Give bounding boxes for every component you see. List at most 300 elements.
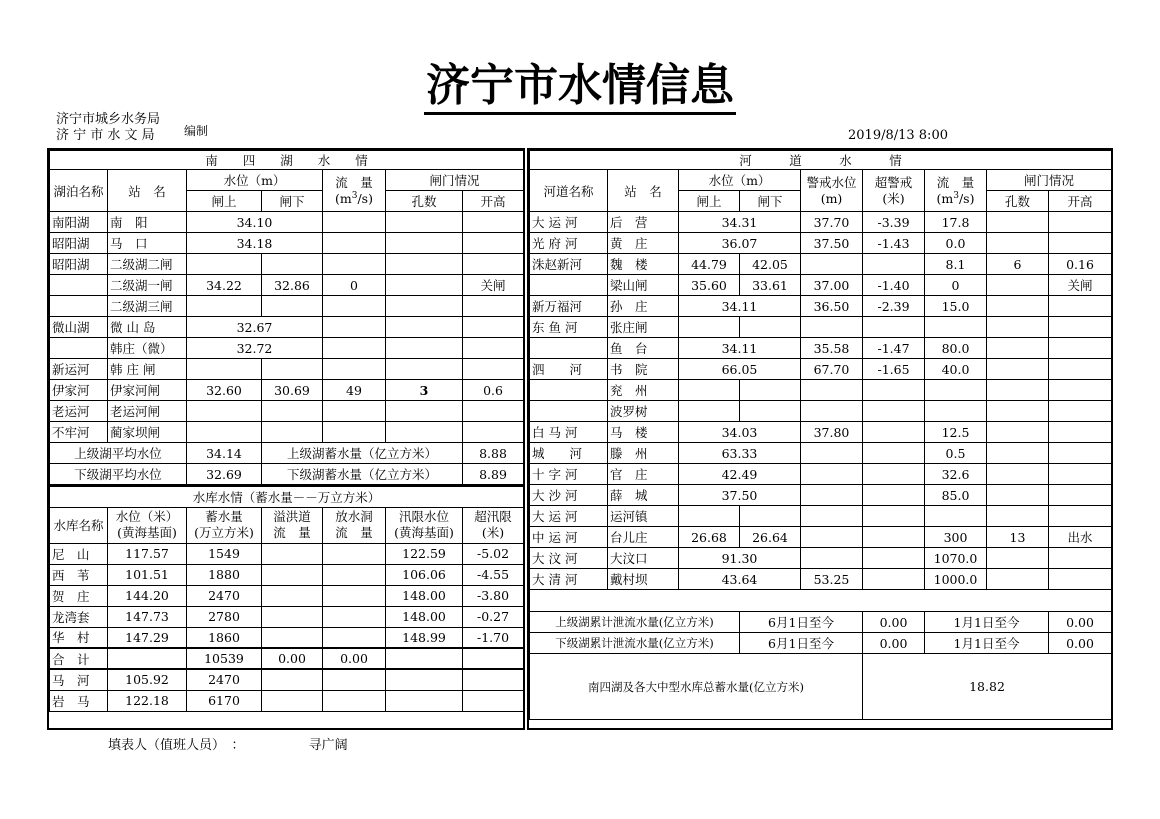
res-tunnel-cell xyxy=(323,585,386,606)
over-cell xyxy=(863,527,925,548)
level-up-cell: 26.68 xyxy=(679,527,740,548)
table-row xyxy=(530,275,1112,296)
table-row xyxy=(50,275,524,296)
reservoir-heading: 水库水情（蓄水量－－万立方米） xyxy=(50,486,524,507)
right-panel xyxy=(527,148,1113,730)
res-spill-cell xyxy=(262,627,323,648)
holes-cell xyxy=(386,275,463,296)
over-cell xyxy=(863,569,925,590)
station-cell: 韩 庄 闸 xyxy=(108,359,187,380)
river-flow-unit-a: (m xyxy=(936,190,954,206)
lake-header-flow xyxy=(323,170,386,212)
level-down-cell: 32.86 xyxy=(262,275,323,296)
res-flood-label: 汛限水位 xyxy=(398,509,449,524)
upper-storage-label: 上级湖蓄水量（亿立方米） xyxy=(262,443,463,464)
lake-flow-label: 流 量 xyxy=(335,174,373,190)
level-cell: 66.05 xyxy=(679,359,801,380)
res-over-cell: -4.55 xyxy=(463,564,524,585)
station-cell: 台儿庄 xyxy=(608,527,679,548)
lake-header-down: 闸下 xyxy=(262,191,323,212)
level-cell: 34.10 xyxy=(187,212,323,233)
river-warn-label: 警戒水位 xyxy=(806,174,857,190)
flow-cell: 80.0 xyxy=(925,338,987,359)
flow-cell: 85.0 xyxy=(925,485,987,506)
station-cell: 戴村坝 xyxy=(608,569,679,590)
upper-discharge-label: 上级湖累计泄流水量(亿立方米) xyxy=(530,612,740,633)
level-up-cell xyxy=(679,506,740,527)
river-flow-unit-sup: 3 xyxy=(953,190,959,201)
flow-cell: 0 xyxy=(323,275,386,296)
holes-cell xyxy=(386,212,463,233)
table-row xyxy=(50,669,524,690)
res-tunnel-cell xyxy=(323,606,386,627)
res-level-cell: 117.57 xyxy=(108,543,187,564)
over-cell xyxy=(863,443,925,464)
table-row xyxy=(50,648,524,669)
lake-header-gate: 闸门情况 xyxy=(386,170,524,191)
over-cell xyxy=(863,422,925,443)
over-cell: -1.40 xyxy=(863,275,925,296)
station-cell: 兖 州 xyxy=(608,380,679,401)
holes-cell xyxy=(987,569,1049,590)
flow-cell xyxy=(323,359,386,380)
lake-flow-unit-sup: 3 xyxy=(351,190,358,201)
station-cell: 鱼 台 xyxy=(608,338,679,359)
warn-cell xyxy=(801,548,863,569)
res-flood-cell: 148.00 xyxy=(386,585,463,606)
table-row xyxy=(530,506,1112,527)
over-cell: -1.47 xyxy=(863,338,925,359)
res-spill-cell: 0.00 xyxy=(262,648,323,669)
holes-cell xyxy=(987,464,1049,485)
flow-cell: 1070.0 xyxy=(925,548,987,569)
over-cell xyxy=(863,548,925,569)
filler-label: 填表人（值班人员） ： xyxy=(108,738,245,753)
open-cell xyxy=(463,422,524,443)
table-row xyxy=(530,548,1112,569)
upper-storage-value: 8.88 xyxy=(463,443,524,464)
level-up-cell: 44.79 xyxy=(679,254,740,275)
res-storage-cell: 1880 xyxy=(187,564,262,585)
res-level-cell: 147.73 xyxy=(108,606,187,627)
table-row xyxy=(530,401,1112,422)
table-row xyxy=(530,464,1112,485)
open-cell xyxy=(463,254,524,275)
river-name-cell: 十 字 河 xyxy=(530,464,608,485)
station-cell: 官 庄 xyxy=(608,464,679,485)
holes-cell xyxy=(987,506,1049,527)
lake-header-open: 开高 xyxy=(463,191,524,212)
warn-cell xyxy=(801,485,863,506)
lower-avg-value: 32.69 xyxy=(187,464,262,485)
station-cell: 南 阳 xyxy=(108,212,187,233)
open-cell xyxy=(463,359,524,380)
table-row xyxy=(50,401,524,422)
level-cell: 34.03 xyxy=(679,422,801,443)
holes-cell xyxy=(987,443,1049,464)
open-cell xyxy=(1049,443,1112,464)
open-cell xyxy=(1049,548,1112,569)
lake-name-cell: 不牢河 xyxy=(50,422,108,443)
res-tunnel-cell xyxy=(323,543,386,564)
table-row xyxy=(530,359,1112,380)
station-cell: 马 楼 xyxy=(608,422,679,443)
level-down-cell: 30.69 xyxy=(262,380,323,401)
lake-name-cell: 微山湖 xyxy=(50,317,108,338)
flow-cell: 1000.0 xyxy=(925,569,987,590)
over-cell: -3.39 xyxy=(863,212,925,233)
res-level-cell: 105.92 xyxy=(108,669,187,690)
warn-cell: 36.50 xyxy=(801,296,863,317)
over-cell xyxy=(863,380,925,401)
level-up-cell xyxy=(187,254,262,275)
lake-header-holes: 孔数 xyxy=(386,191,463,212)
res-header-over xyxy=(463,507,524,543)
flow-cell: 0.5 xyxy=(925,443,987,464)
open-cell: 0.16 xyxy=(1049,254,1112,275)
flow-cell xyxy=(925,317,987,338)
table-row xyxy=(50,212,524,233)
flow-cell xyxy=(323,254,386,275)
level-up-cell xyxy=(679,380,740,401)
res-tunnel-unit: 流 量 xyxy=(335,525,373,540)
lower-since-jan-value: 0.00 xyxy=(1049,633,1112,654)
res-over-cell xyxy=(463,648,524,669)
flow-cell: 0 xyxy=(925,275,987,296)
level-up-cell xyxy=(679,317,740,338)
res-spill-cell xyxy=(262,690,323,711)
table-row xyxy=(530,212,1112,233)
level-cell: 42.49 xyxy=(679,464,801,485)
lake-heading: 南 四 湖 水 情 xyxy=(50,151,524,170)
lower-since-june: 6月1日至今 xyxy=(740,633,863,654)
lake-name-cell: 新运河 xyxy=(50,359,108,380)
station-cell: 张庄闸 xyxy=(608,317,679,338)
station-cell: 书 院 xyxy=(608,359,679,380)
warn-cell: 67.70 xyxy=(801,359,863,380)
holes-cell: 13 xyxy=(987,527,1049,548)
level-down-cell xyxy=(740,401,801,422)
table-row xyxy=(530,380,1112,401)
res-header-name: 水库名称 xyxy=(50,507,108,543)
open-cell xyxy=(1049,464,1112,485)
res-over-label: 超汛限 xyxy=(474,509,512,524)
res-level-label: 水位（米） xyxy=(115,509,179,524)
table-row xyxy=(50,317,524,338)
res-header-storage xyxy=(187,507,262,543)
holes-cell xyxy=(386,401,463,422)
flow-cell xyxy=(323,401,386,422)
level-up-cell xyxy=(679,401,740,422)
open-cell xyxy=(463,317,524,338)
table-row xyxy=(530,422,1112,443)
table-row xyxy=(50,422,524,443)
res-storage-cell: 6170 xyxy=(187,690,262,711)
open-cell xyxy=(463,296,524,317)
level-cell: 32.72 xyxy=(187,338,323,359)
flow-cell xyxy=(925,380,987,401)
level-cell: 34.11 xyxy=(679,338,801,359)
river-heading: 河 道 水 情 xyxy=(530,151,1112,170)
station-cell: 韩庄（微） xyxy=(108,338,187,359)
river-header-gate: 闸门情况 xyxy=(987,170,1112,191)
table-row xyxy=(50,254,524,275)
river-name-cell: 大 运 河 xyxy=(530,506,608,527)
river-name-cell xyxy=(530,275,608,296)
footer xyxy=(108,734,348,753)
res-tunnel-cell xyxy=(323,627,386,648)
res-flood-cell xyxy=(386,648,463,669)
holes-cell xyxy=(386,359,463,380)
lake-name-cell xyxy=(50,338,108,359)
table-row xyxy=(530,485,1112,506)
holes-cell xyxy=(987,485,1049,506)
res-spill-cell xyxy=(262,669,323,690)
river-flow-unit-b: /s) xyxy=(958,190,975,206)
holes-cell xyxy=(386,233,463,254)
level-down-cell xyxy=(740,506,801,527)
holes-cell: 6 xyxy=(987,254,1049,275)
res-storage-cell: 2470 xyxy=(187,669,262,690)
level-down-cell xyxy=(262,254,323,275)
lake-name-cell: 老运河 xyxy=(50,401,108,422)
res-header-flood xyxy=(386,507,463,543)
table-row xyxy=(530,296,1112,317)
open-cell: 0.6 xyxy=(463,380,524,401)
holes-cell xyxy=(386,317,463,338)
river-header-down: 闸下 xyxy=(740,191,801,212)
upper-since-june-value: 0.00 xyxy=(863,612,925,633)
warn-cell xyxy=(801,380,863,401)
holes-cell xyxy=(987,359,1049,380)
warn-cell: 37.70 xyxy=(801,212,863,233)
open-cell xyxy=(1049,485,1112,506)
river-header-up: 闸上 xyxy=(679,191,740,212)
level-down-cell xyxy=(262,422,323,443)
level-down-cell xyxy=(740,380,801,401)
table-row xyxy=(50,690,524,711)
level-cell: 32.67 xyxy=(187,317,323,338)
holes-cell xyxy=(987,317,1049,338)
flow-cell xyxy=(323,422,386,443)
lake-header-up: 闸上 xyxy=(187,191,262,212)
res-flood-cell: 106.06 xyxy=(386,564,463,585)
flow-cell: 0.0 xyxy=(925,233,987,254)
open-cell xyxy=(1049,317,1112,338)
warn-cell xyxy=(801,254,863,275)
open-cell xyxy=(1049,212,1112,233)
lake-name-cell: 昭阳湖 xyxy=(50,254,108,275)
level-cell: 34.11 xyxy=(679,296,801,317)
organization xyxy=(56,112,160,144)
res-spill-unit: 流 量 xyxy=(273,525,311,540)
river-header-over xyxy=(863,170,925,212)
res-over-cell: -5.02 xyxy=(463,543,524,564)
reservoir-name-cell: 合 计 xyxy=(50,648,108,669)
station-cell: 微 山 岛 xyxy=(108,317,187,338)
level-cell: 91.30 xyxy=(679,548,801,569)
level-up-cell xyxy=(187,401,262,422)
open-cell: 关闸 xyxy=(463,275,524,296)
station-cell: 老运河闸 xyxy=(108,401,187,422)
lower-avg-label: 下级湖平均水位 xyxy=(50,464,187,485)
river-header-name: 河道名称 xyxy=(530,170,608,212)
holes-cell xyxy=(987,275,1049,296)
table-row xyxy=(50,359,524,380)
table-row xyxy=(530,254,1112,275)
lower-storage-value: 8.89 xyxy=(463,464,524,485)
table-row xyxy=(530,569,1112,590)
station-cell: 蔺家坝闸 xyxy=(108,422,187,443)
reservoir-table xyxy=(49,485,524,712)
lake-header-name: 湖泊名称 xyxy=(50,170,108,212)
res-over-cell xyxy=(463,690,524,711)
river-header-warn xyxy=(801,170,863,212)
station-cell: 二级湖三闸 xyxy=(108,296,187,317)
open-cell xyxy=(1049,359,1112,380)
level-down-cell xyxy=(262,359,323,380)
open-cell xyxy=(463,338,524,359)
warn-cell xyxy=(801,506,863,527)
res-level-cell: 144.20 xyxy=(108,585,187,606)
level-down-cell xyxy=(262,296,323,317)
warn-cell: 37.00 xyxy=(801,275,863,296)
over-cell: -2.39 xyxy=(863,296,925,317)
flow-cell: 15.0 xyxy=(925,296,987,317)
river-header-flow xyxy=(925,170,987,212)
lake-name-cell: 伊家河 xyxy=(50,380,108,401)
holes-cell xyxy=(987,548,1049,569)
org-line-1: 济宁市城乡水务局 xyxy=(56,112,161,127)
res-over-cell: -1.70 xyxy=(463,627,524,648)
lake-header-level: 水位（m） xyxy=(187,170,323,191)
open-cell xyxy=(463,233,524,254)
station-cell: 二级湖二闸 xyxy=(108,254,187,275)
lake-name-cell xyxy=(50,275,108,296)
river-table xyxy=(529,150,1112,720)
res-over-unit: (米) xyxy=(481,525,505,540)
total-storage-value: 18.82 xyxy=(863,654,1112,720)
level-cell: 43.64 xyxy=(679,569,801,590)
holes-cell xyxy=(386,254,463,275)
over-cell xyxy=(863,464,925,485)
river-name-cell xyxy=(530,380,608,401)
river-name-cell xyxy=(530,401,608,422)
res-header-tunnel xyxy=(323,507,386,543)
river-over-unit: (米) xyxy=(882,190,905,206)
river-name-cell: 新万福河 xyxy=(530,296,608,317)
over-cell xyxy=(863,317,925,338)
total-storage-label: 南四湖及各大中型水库总蓄水量(亿立方米) xyxy=(530,654,863,720)
lake-name-cell xyxy=(50,296,108,317)
res-level-cell: 147.29 xyxy=(108,627,187,648)
lake-flow-unit-b: /s) xyxy=(357,190,373,206)
flow-cell xyxy=(323,338,386,359)
river-header-open: 开高 xyxy=(1049,191,1112,212)
res-flood-unit: (黄海基面) xyxy=(394,525,454,540)
open-cell xyxy=(1049,506,1112,527)
river-over-label: 超警戒 xyxy=(874,174,913,190)
river-name-cell: 洙赵新河 xyxy=(530,254,608,275)
flow-cell xyxy=(323,233,386,254)
reservoir-name-cell: 西 苇 xyxy=(50,564,108,585)
river-header-level: 水位（m） xyxy=(679,170,801,191)
river-name-cell: 东 鱼 河 xyxy=(530,317,608,338)
holes-cell xyxy=(987,401,1049,422)
open-cell xyxy=(1049,569,1112,590)
lower-since-june-value: 0.00 xyxy=(863,633,925,654)
holes-cell xyxy=(987,212,1049,233)
table-row xyxy=(50,380,524,401)
res-storage-cell: 1549 xyxy=(187,543,262,564)
station-cell: 魏 楼 xyxy=(608,254,679,275)
lower-storage-label: 下级湖蓄水量（亿立方米） xyxy=(262,464,463,485)
left-panel xyxy=(47,148,525,730)
res-header-level xyxy=(108,507,187,543)
over-cell xyxy=(863,485,925,506)
lake-flow-unit-a: (m xyxy=(335,190,352,206)
flow-cell: 32.6 xyxy=(925,464,987,485)
level-down-cell: 33.61 xyxy=(740,275,801,296)
res-tunnel-cell: 0.00 xyxy=(323,648,386,669)
upper-avg-value: 34.14 xyxy=(187,443,262,464)
holes-cell xyxy=(386,338,463,359)
res-storage-cell: 2780 xyxy=(187,606,262,627)
res-storage-cell: 2470 xyxy=(187,585,262,606)
open-cell xyxy=(1049,338,1112,359)
upper-since-jan: 1月1日至今 xyxy=(925,612,1049,633)
res-flood-cell xyxy=(386,669,463,690)
river-name-cell: 光 府 河 xyxy=(530,233,608,254)
res-flood-cell xyxy=(386,690,463,711)
table-row xyxy=(50,627,524,648)
table-row xyxy=(50,543,524,564)
warn-cell: 53.25 xyxy=(801,569,863,590)
res-tunnel-cell xyxy=(323,690,386,711)
table-row xyxy=(530,443,1112,464)
station-cell: 孙 庄 xyxy=(608,296,679,317)
res-flood-cell: 148.00 xyxy=(386,606,463,627)
flow-cell xyxy=(925,506,987,527)
over-cell xyxy=(863,254,925,275)
res-flood-cell: 122.59 xyxy=(386,543,463,564)
res-tunnel-cell xyxy=(323,669,386,690)
res-storage-cell: 10539 xyxy=(187,648,262,669)
station-cell: 后 营 xyxy=(608,212,679,233)
station-cell: 二级湖一闸 xyxy=(108,275,187,296)
holes-cell xyxy=(987,338,1049,359)
over-cell: -1.65 xyxy=(863,359,925,380)
warn-cell: 37.50 xyxy=(801,233,863,254)
res-storage-label: 蓄水量 xyxy=(205,509,243,524)
station-cell: 运河镇 xyxy=(608,506,679,527)
table-row xyxy=(50,564,524,585)
holes-cell xyxy=(987,380,1049,401)
lake-table xyxy=(49,150,524,485)
level-cell: 34.18 xyxy=(187,233,323,254)
title-text: 济宁市水情信息 xyxy=(424,60,736,115)
level-down-cell xyxy=(740,317,801,338)
res-tunnel-label: 放水洞 xyxy=(335,509,373,524)
level-cell: 36.07 xyxy=(679,233,801,254)
open-cell xyxy=(1049,296,1112,317)
flow-cell: 17.8 xyxy=(925,212,987,233)
level-up-cell xyxy=(187,296,262,317)
river-name-cell xyxy=(530,338,608,359)
res-spill-cell xyxy=(262,606,323,627)
over-cell xyxy=(863,506,925,527)
table-row xyxy=(530,317,1112,338)
